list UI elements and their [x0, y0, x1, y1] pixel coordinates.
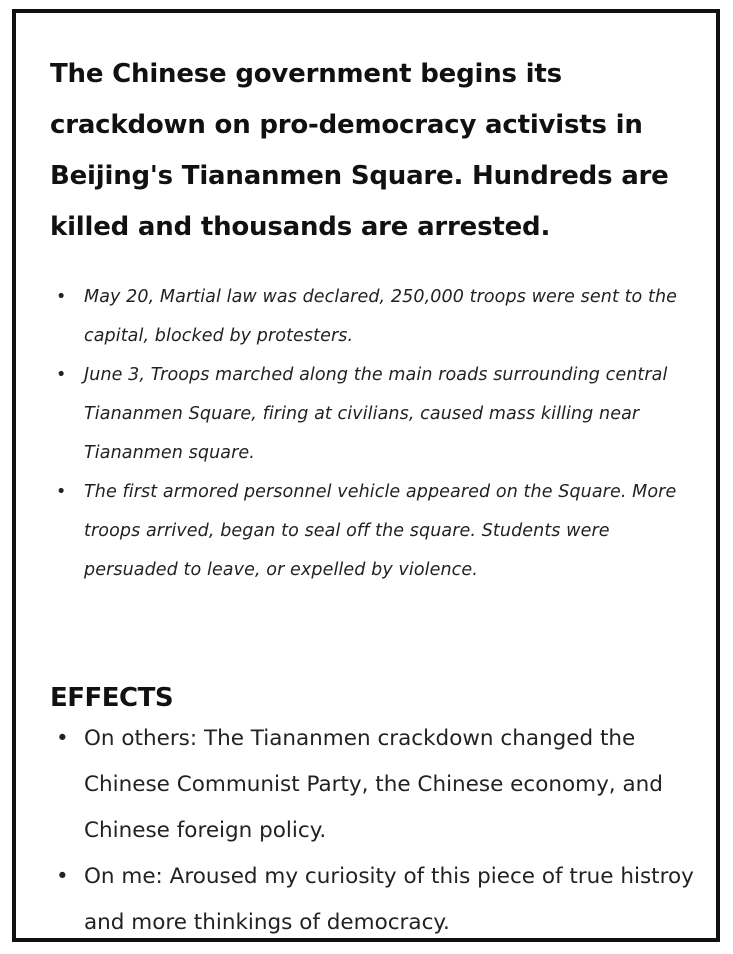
effects-list [54, 716, 714, 946]
effect-item [54, 854, 714, 946]
event-item [54, 356, 704, 473]
bullet-icon: • [56, 365, 67, 385]
poster-card [12, 9, 720, 942]
effect-text: On others: The Tiananmen crackdown changed the Chinese Communist Party, the Chinese economy, and Chinese foreign policy. [84, 726, 663, 843]
effect-text: On me: Aroused my curiosity of this piece of true histroy and more thinkings of democracy. [84, 864, 694, 935]
event-text: The first armored personnel vehicle appeared on the Square. More troops arrived, began to seal off the square. Students were persuaded to leave, or expelled by violence. [84, 482, 677, 580]
event-text: June 3, Troops marched along the main roads surrounding central Tiananmen Square, firing at civilians, caused mass killing near Tiananmen square. [84, 365, 668, 463]
effect-item [54, 716, 714, 854]
events-list [54, 278, 704, 590]
bullet-icon: • [56, 287, 67, 307]
headline: The Chinese government begins its crackdown on pro-democracy activists in Beijing's Tiananmen Square. Hundreds are killed and thousands are arrested. [50, 59, 669, 242]
bullet-icon: • [56, 726, 69, 751]
bullet-icon: • [56, 864, 69, 889]
event-item [54, 278, 704, 356]
event-text: May 20, Martial law was declared, 250,000 troops were sent to the capital, blocked by protesters. [84, 287, 678, 346]
bullet-icon: • [56, 482, 67, 502]
event-item [54, 473, 704, 590]
effects-heading: EFFECTS [50, 683, 174, 713]
